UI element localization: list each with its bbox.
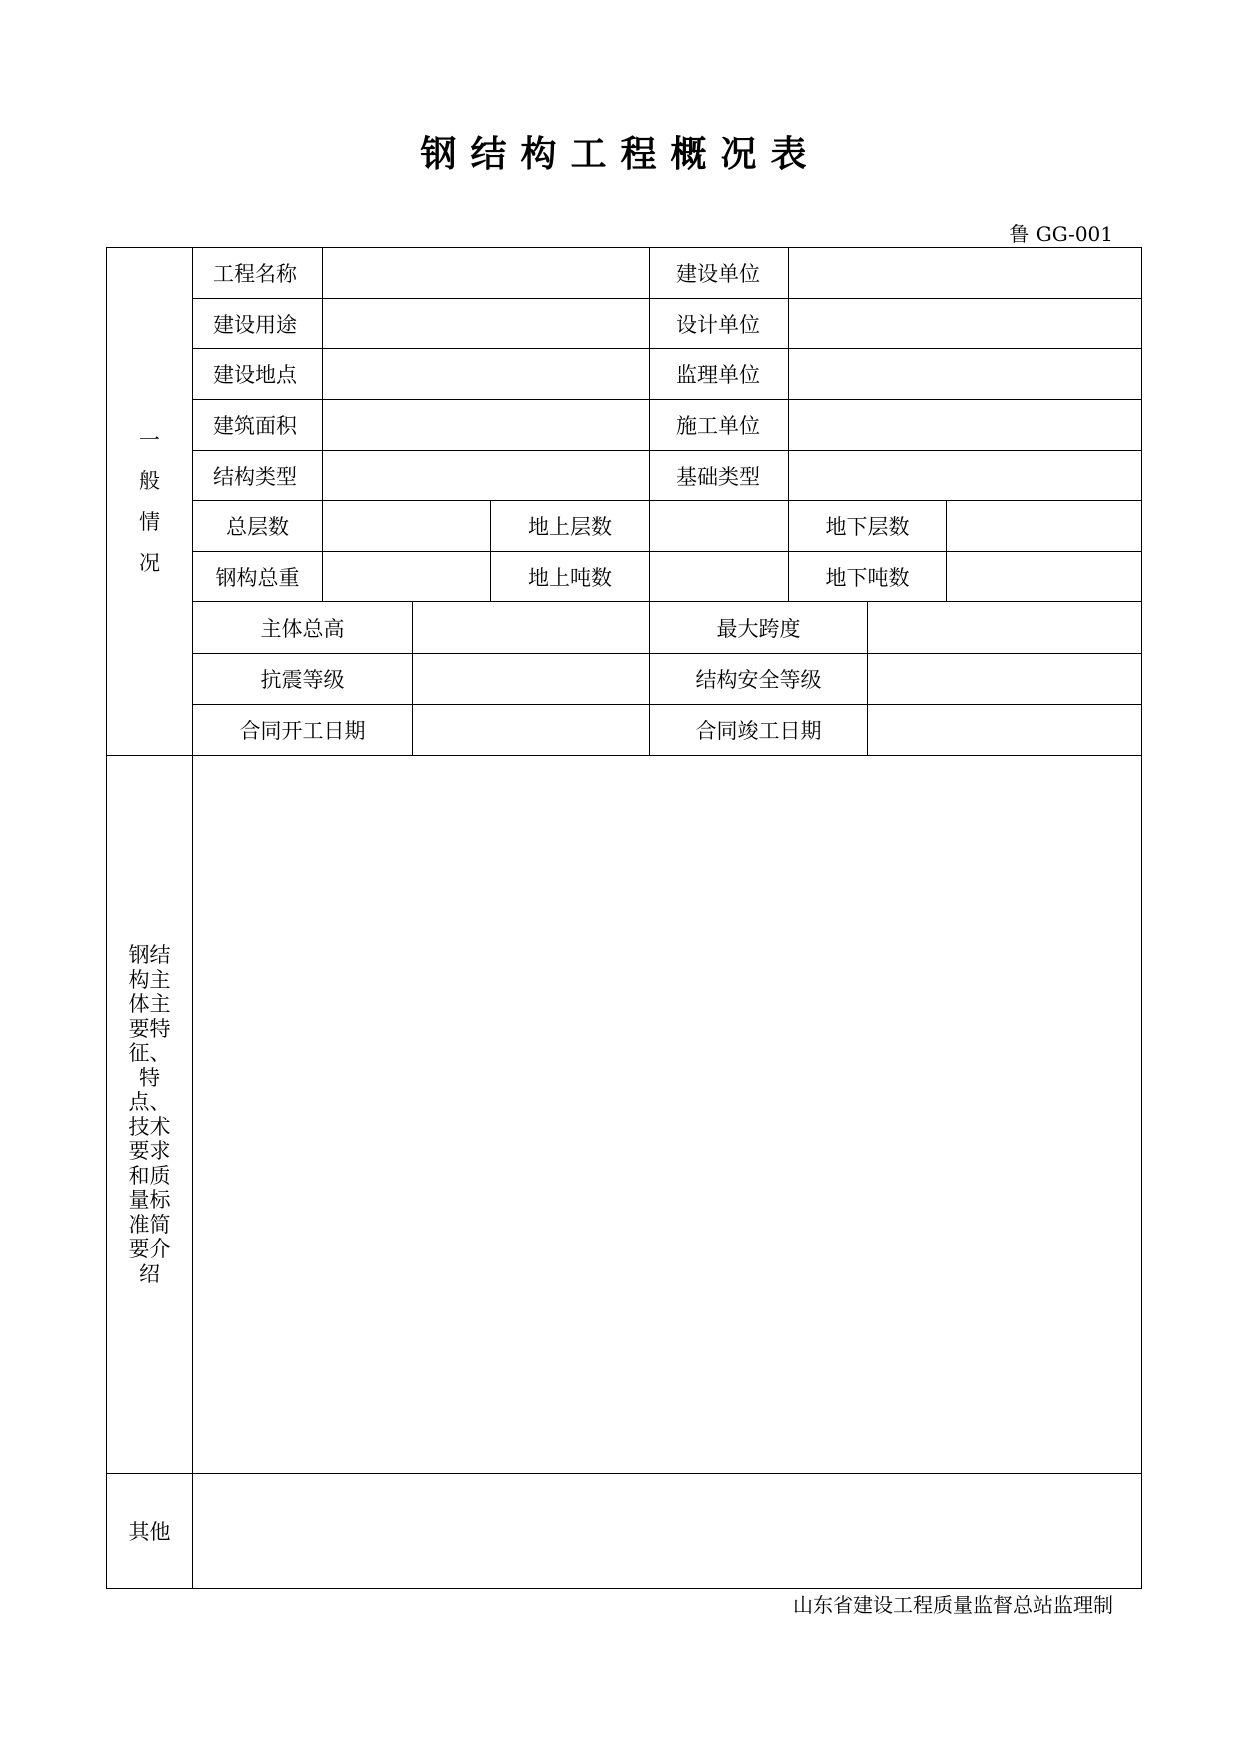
label-area: 建筑面积 (213, 414, 297, 438)
label-safety-grade: 结构安全等级 (695, 668, 822, 692)
label-design-unit: 设计单位 (676, 312, 760, 337)
label-total-floors: 总层数 (226, 515, 289, 539)
label-floors-above: 地上层数 (528, 515, 612, 539)
page-title: 钢结构工程概况表 (420, 134, 821, 175)
features-label-text: 钢结构主体主要特征、特点、技术要求和质量标准简要介绍 (128, 943, 171, 1286)
form-code: 鲁 GG-001 (1009, 222, 1113, 246)
label-location: 建设地点 (213, 363, 297, 387)
label-seismic-grade: 抗震等级 (260, 668, 345, 692)
label-structure-type: 结构类型 (213, 464, 297, 489)
label-max-span: 最大跨度 (716, 616, 801, 641)
label-foundation-type: 基础类型 (676, 464, 760, 489)
label-main-height: 主体总高 (260, 616, 345, 641)
label-steel-weight: 钢构总重 (215, 565, 300, 590)
label-floors-below: 地下层数 (825, 515, 910, 539)
other-input-area[interactable] (193, 1474, 1141, 1588)
features-input-area[interactable] (193, 756, 1141, 1473)
label-supervision-unit: 监理单位 (676, 363, 760, 387)
other-label-text: 其他 (128, 1520, 171, 1544)
footer-issuer: 山东省建设工程质量监督总站监理制 (793, 1593, 1113, 1617)
general-section-label (107, 248, 192, 755)
label-build-unit: 建设单位 (676, 262, 760, 286)
other-section-label (107, 1474, 192, 1588)
general-label-char: 况 (139, 550, 160, 575)
label-project-name: 工程名称 (213, 262, 297, 286)
label-contract-end: 合同竣工日期 (695, 719, 822, 743)
general-label-char: 般 (139, 468, 160, 493)
general-label-char: 情 (139, 509, 160, 534)
label-tons-below: 地下吨数 (825, 565, 910, 590)
features-section-label (107, 756, 192, 1473)
general-label-char: 一 (139, 427, 160, 452)
label-usage: 建设用途 (213, 312, 297, 337)
label-contract-start: 合同开工日期 (239, 719, 366, 743)
label-construction-unit: 施工单位 (676, 414, 760, 438)
label-tons-above: 地上吨数 (528, 565, 612, 590)
